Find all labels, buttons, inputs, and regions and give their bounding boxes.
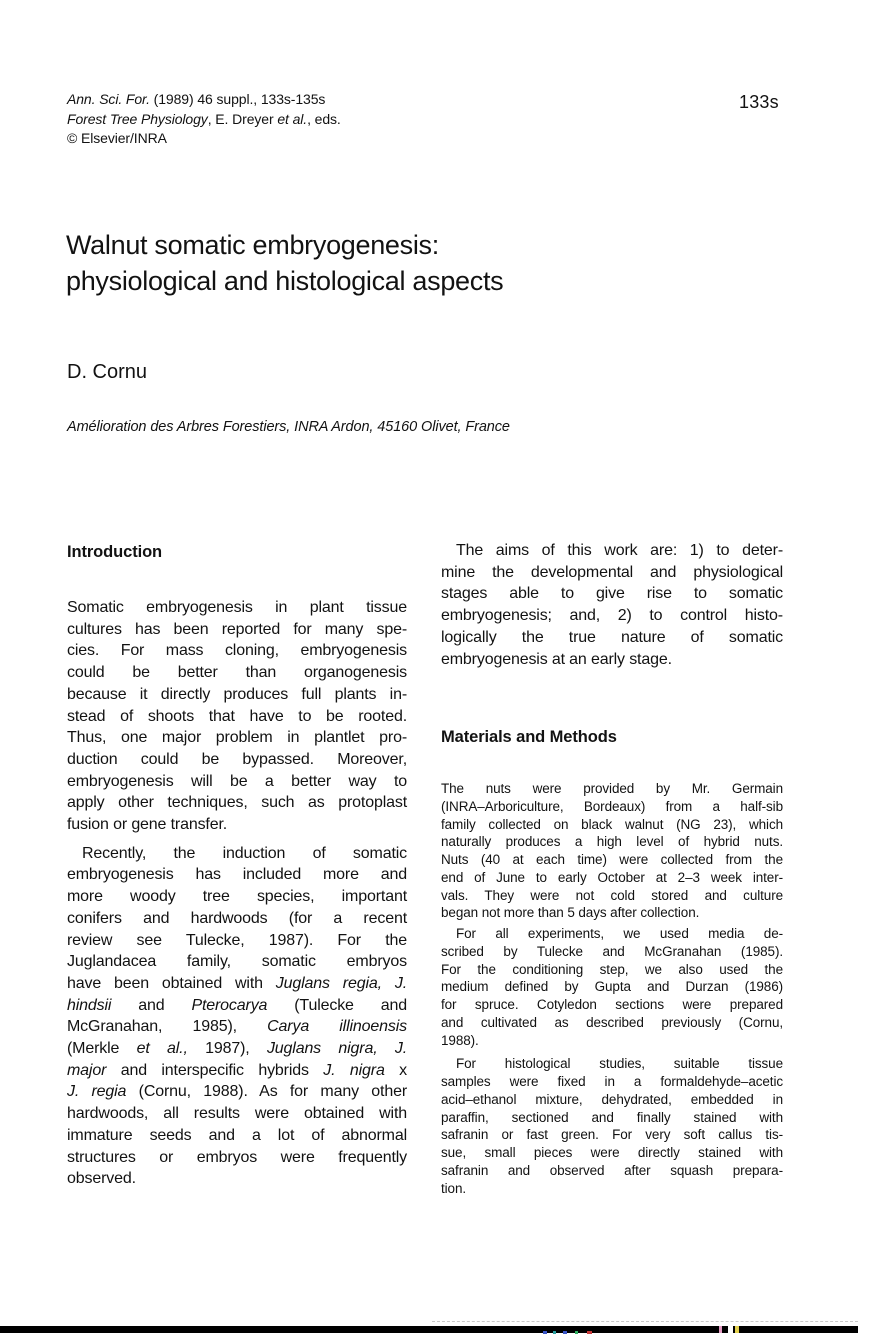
text-run: , eds. [307, 110, 341, 127]
italic-text-run: et al. [277, 110, 308, 127]
text-line: and cultivated as described previously (Cornu, [441, 1014, 783, 1030]
text-line: For the conditioning step, we also used the [441, 961, 783, 977]
text-line [67, 1038, 407, 1060]
text-line: vals. They were not cold stored and culture [441, 887, 783, 903]
text-line: embryogenesis at an early stage. [441, 650, 672, 668]
scan-artifact-dashes [432, 1321, 858, 1322]
text-run: (1989) 46 suppl., 133s-135s [149, 91, 326, 107]
text-line: scribed by Tulecke and McGranahan (1985). [441, 943, 783, 959]
text-run: and [111, 996, 192, 1014]
author-name: D. Cornu [67, 361, 148, 383]
text-line: samples were fixed in a formaldehyde–acetic [441, 1074, 783, 1090]
text-line: safranin and observed after squash prepara- [441, 1162, 783, 1178]
text-line: Thus, one major problem in plantlet pro- [67, 729, 407, 747]
scan-artifact-speck [563, 1331, 567, 1334]
text-run: , E. Dreyer [207, 110, 278, 127]
text-line [67, 1081, 407, 1103]
italic-text-run: et al., [136, 1040, 188, 1058]
page-number: 133s [739, 92, 779, 112]
paragraph-intro-1 [67, 597, 407, 836]
text-line [67, 995, 407, 1017]
section-heading-introduction: Introduction [67, 543, 163, 561]
text-line: fusion or gene transfer. [67, 816, 228, 834]
text-line: could be better than organogenesis [67, 664, 407, 682]
text-run: McGranahan, 1985), [67, 1018, 268, 1036]
text-line: structures or embryos were frequently [67, 1148, 407, 1166]
column-right [441, 537, 783, 1197]
text-line: physiological and histological aspects [66, 266, 504, 296]
text-line: (INRA–Arboriculture, Bordeaux) from a half-sib [441, 798, 783, 814]
text-run: x [384, 1061, 407, 1079]
text-run: (Tulecke and [267, 996, 407, 1014]
section-heading-materials-methods: Materials and Methods [441, 728, 617, 747]
text-line: began not more than 5 days after collection. [441, 905, 700, 921]
text-line: cultures has been reported for many spe- [67, 620, 407, 638]
text-line: The nuts were provided by Mr. Germain [441, 781, 783, 797]
scan-artifact-speck [735, 1326, 739, 1333]
text-line: safranin or fast green. For very soft callus tis- [441, 1127, 783, 1143]
text-run: (Cornu, 1988). As for many other [126, 1083, 407, 1101]
text-line: apply other techniques, such as protoplast [67, 794, 407, 812]
text-line: sue, small pieces were directly stained with [441, 1145, 783, 1161]
italic-text-run: Forest Tree Physiology [67, 110, 208, 127]
book-title-editors [67, 110, 341, 130]
text-line: hardwoods, all results were obtained with [67, 1105, 407, 1123]
text-run: (Merkle [67, 1040, 137, 1058]
journal-header [67, 90, 341, 149]
text-run: have been obtained with [67, 974, 276, 992]
text-line: duction could be bypassed. Moreover, [67, 750, 407, 768]
italic-text-run: Juglans nigra, J. [266, 1040, 407, 1058]
scan-artifact-speck [543, 1331, 547, 1334]
scan-artifact-speck [553, 1331, 556, 1334]
paragraph-intro-2 [67, 843, 407, 1190]
italic-text-run: Juglans regia, J. [275, 974, 407, 992]
scan-artifact-speck [728, 1326, 733, 1333]
text-run: 1987), [187, 1040, 267, 1058]
text-line: end of June to early October at 2–3 week inter- [441, 869, 783, 885]
paragraph-methods-2 [441, 925, 783, 1049]
text-run: and interspecific hybrids [106, 1061, 324, 1079]
paragraph-aims [441, 540, 783, 670]
paragraph-methods-3 [441, 1055, 783, 1197]
text-line: immature seeds and a lot of abnormal [67, 1126, 407, 1144]
text-line: Somatic embryogenesis in plant tissue [67, 599, 407, 616]
text-line: naturally produces a high level of hybrid nuts. [441, 834, 783, 850]
text-line: Nuts (40 at each time) were collected from the [441, 852, 783, 868]
text-line: mine the developmental and physiological [441, 563, 783, 581]
text-line: observed. [67, 1170, 136, 1188]
scan-artifact-speck [575, 1331, 578, 1334]
text-line: For all experiments, we used media de- [456, 926, 783, 942]
text-line: tion. [441, 1180, 467, 1196]
text-line: Walnut somatic embryogenesis: [66, 230, 439, 260]
column-left [67, 537, 407, 1190]
copyright-notice: © Elsevier/INRA [67, 130, 167, 146]
text-line: medium defined by Gupta and Durzan (1986) [441, 979, 783, 995]
text-line: For histological studies, suitable tissue [456, 1056, 783, 1072]
text-line: acid–ethanol mixture, dehydrated, embedded in [441, 1091, 783, 1107]
text-line: embryogenesis will be a better way to [67, 772, 407, 790]
text-line [67, 1016, 407, 1038]
text-line: Juglandacea family, somatic embryos [67, 953, 407, 971]
text-line: for spruce. Cotyledon sections were prepared [441, 997, 783, 1013]
text-line: because it directly produces full plants in- [67, 685, 407, 703]
italic-text-run: hindsii [67, 996, 112, 1014]
paragraph-methods-1 [441, 780, 783, 922]
text-line: stages able to give rise to somatic [441, 585, 783, 603]
text-line [67, 1060, 407, 1082]
italic-text-run: Ann. Sci. For. [67, 91, 150, 107]
text-line: 1988). [441, 1032, 479, 1048]
text-line: logically the true nature of somatic [441, 628, 783, 646]
text-line: paraffin, sectioned and finally stained with [441, 1109, 783, 1125]
text-line: cies. For mass cloning, embryogenesis [67, 642, 407, 660]
text-line: The aims of this work are: 1) to deter- [456, 542, 783, 559]
italic-text-run: J. nigra [323, 1061, 385, 1079]
text-line: Recently, the induction of somatic [82, 844, 407, 862]
italic-text-run: major [67, 1061, 107, 1079]
italic-text-run: J. regia [67, 1083, 127, 1101]
italic-text-run: Carya illinoensis [267, 1018, 407, 1036]
journal-citation [67, 90, 341, 110]
text-line: stead of shoots that have to be rooted. [67, 707, 407, 725]
author-affiliation: Amélioration des Arbres Forestiers, INRA Ardon, 45160 Olivet, France [67, 419, 510, 435]
text-line [67, 973, 407, 995]
text-line: embryogenesis has included more and [67, 866, 407, 884]
scan-artifact-speck [719, 1326, 722, 1333]
text-line: conifers and hardwoods (for a recent [67, 909, 407, 927]
scan-artifact-speck [587, 1331, 592, 1334]
text-line: review see Tulecke, 1987). For the [67, 931, 407, 949]
text-line: family collected on black walnut (NG 23), which [441, 816, 783, 832]
text-line: embryogenesis; and, 2) to control histo- [441, 607, 783, 625]
text-line: more woody tree species, important [67, 888, 407, 906]
article-title [66, 227, 503, 299]
italic-text-run: Pterocarya [191, 996, 268, 1014]
